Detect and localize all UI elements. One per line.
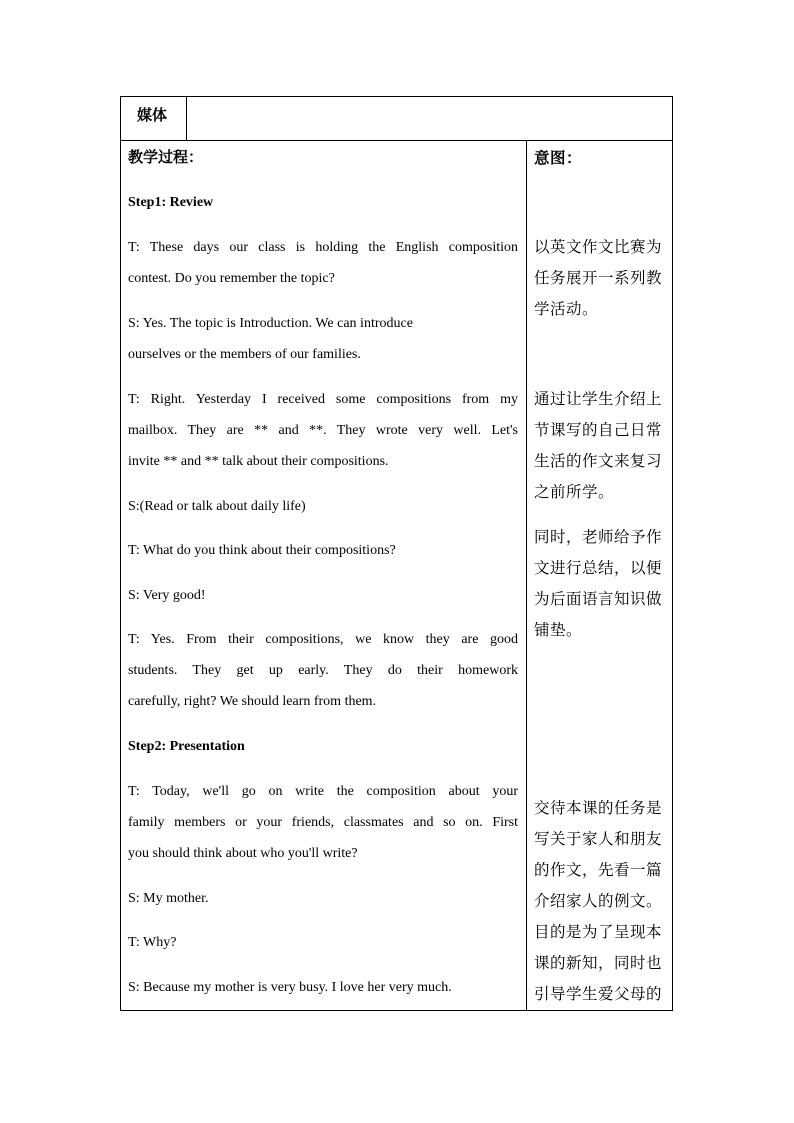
intention-line: 同时，老师给予作 xyxy=(534,529,663,546)
lesson-table xyxy=(120,140,673,1011)
intention-line: 以英文作文比赛为 xyxy=(534,239,663,256)
dialogue-line: T: Why? xyxy=(128,935,177,950)
intention-line: 交待本课的任务是 xyxy=(534,800,663,817)
intention-line: 铺垫。 xyxy=(534,622,583,639)
media-row xyxy=(120,96,673,141)
dialogue-line: S: Very good! xyxy=(128,588,206,603)
intention-line: 的作文，先看一篇 xyxy=(534,862,663,879)
dialogue-line: T: These days our class is holding the English composition xyxy=(128,240,518,255)
intention-heading: 意图： xyxy=(534,150,583,167)
teaching-process-column xyxy=(121,141,527,1010)
dialogue-line: students. They get up early. They do their homework xyxy=(128,663,518,678)
intention-line: 课的新知，同时也 xyxy=(534,955,663,972)
intention-line: 引导学生爱父母的 xyxy=(534,986,663,1003)
dialogue-line: T: What do you think about their compositions? xyxy=(128,543,396,558)
dialogue-line: family members or your friends, classmates and so on. First xyxy=(128,815,518,830)
dialogue-line: contest. Do you remember the topic? xyxy=(128,271,335,286)
intention-line: 之前所学。 xyxy=(534,484,615,501)
intention-line: 生活的作文来复习 xyxy=(534,453,663,470)
dialogue-line: you should think about who you'll write? xyxy=(128,846,358,861)
dialogue-line: T: Yes. From their compositions, we know they are good xyxy=(128,632,518,647)
dialogue-line: S: Because my mother is very busy. I love her very much. xyxy=(128,980,452,995)
dialogue-line: ourselves or the members of our families. xyxy=(128,347,361,362)
intention-line: 写关于家人和朋友 xyxy=(534,831,663,848)
intention-line: 通过让学生介绍上 xyxy=(534,391,663,408)
dialogue-line: T: Right. Yesterday I received some compositions from my xyxy=(128,392,518,407)
media-content-cell xyxy=(187,97,672,140)
dialogue-line: S: Yes. The topic is Introduction. We can introduce xyxy=(128,316,413,331)
dialogue-line: carefully, right? We should learn from them. xyxy=(128,694,377,709)
intention-line: 文进行总结，以便 xyxy=(534,560,663,577)
step1-heading: Step1: Review xyxy=(128,195,214,210)
teaching-process-heading: 教学过程： xyxy=(128,150,204,166)
dialogue-line: invite ** and ** talk about their compositions. xyxy=(128,454,389,469)
media-label: 媒体 xyxy=(121,97,187,140)
intention-line: 为后面语言知识做 xyxy=(534,591,663,608)
intention-line: 目的是为了呈现本 xyxy=(534,924,663,941)
intention-line: 任务展开一系列教 xyxy=(534,270,663,287)
intention-column xyxy=(527,141,672,1010)
step2-heading: Step2: Presentation xyxy=(128,739,245,754)
dialogue-line: S: My mother. xyxy=(128,891,209,906)
dialogue-line: T: Today, we'll go on write the composition about your xyxy=(128,784,518,799)
intention-line: 节课写的自己日常 xyxy=(534,422,663,439)
intention-line: 学活动。 xyxy=(534,301,599,318)
dialogue-line: mailbox. They are ** and **. They wrote very well. Let's xyxy=(128,423,518,438)
intention-line: 介绍家人的例文。 xyxy=(534,893,663,910)
dialogue-line: S:(Read or talk about daily life) xyxy=(128,499,306,514)
